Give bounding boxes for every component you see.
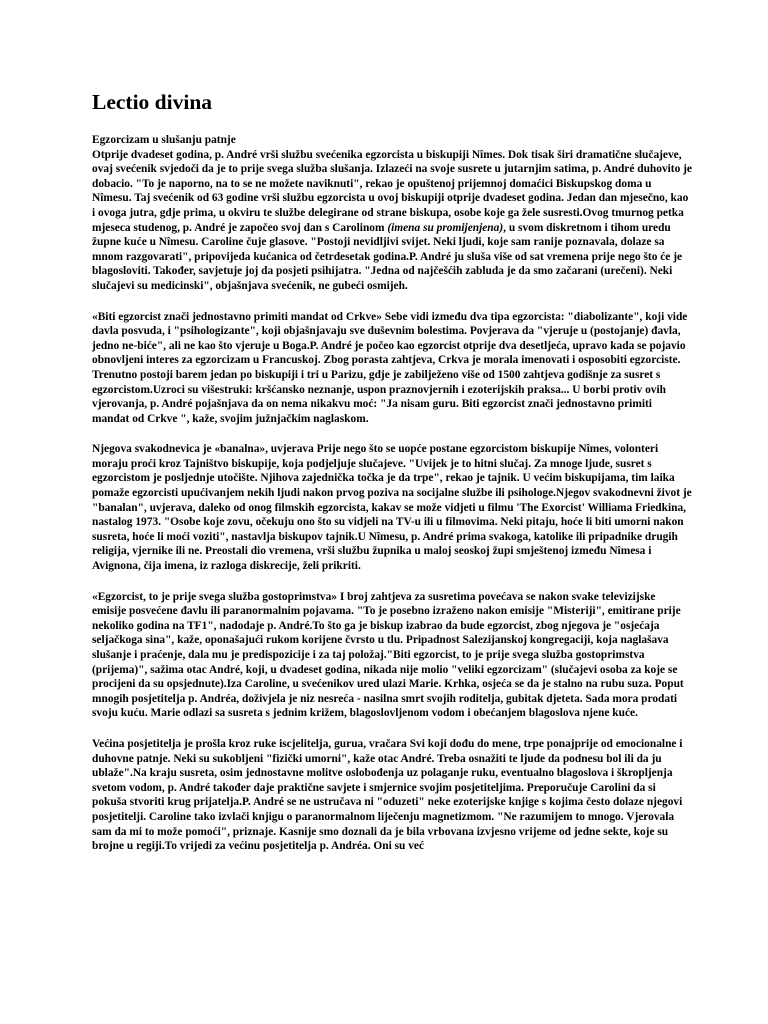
- paragraph-5: [92, 737, 692, 854]
- paragraph-4-text: «Egzorcist, to je prije svega služba gostoprimstva» I broj zahtjeva za susretima povećava se nakon svake televizijske emisije posvećene đavlu ili paranormalnim pojavama. "To je posebno izraženo nakon emisije "Misteriji", emitirane prije nekoliko godina na TF1", nadodaje p. André.To što ga je biskup izabrao da bude egzorcist, zbog njegova je "osjećaja seljačkoga sina", kaže, oponašajući rukom korijene čvrsto u tlu. Pripadnost Salezijanskoj kongregaciji, koja naglašava slušanje i praćenje, dala mu je predispozicije i za taj položaj."Biti egzorcist, to je prije svega služba gostoprimstva (prijema)", sažima otac André, koji, u dvadeset godina, nikada nije molio "veliki egzorcizam" (slučajevi osoba za koje se procijeni da su opsjednute).Iza Caroline, u svećenikov ured ulazi Marie. Krhka, osjeća se da je stalno na rubu suza. Poput mnogih posjetitelja p. Andréa, doživjela je niz nesreća - nasilna smrt svojih roditelja, gubitak djeteta. Sada mora prodati svoju kuću. Marie odlazi sa susreta s jednim križem, blagoslovljenom vodom i obećanjem blagoslova njene kuće.: [92, 590, 684, 720]
- paragraph-2-text: «Biti egzorcist znači jednostavno primiti mandat od Crkve» Sebe vidi između dva tipa egzorcista: "diabolizante", koji vide davla posvuda, i "psihologizante", koji objašnjavaju sve duševnim bolestima. Povjerava da "vjeruje u (postojanje) đavla, jedno ne-biće", ali ne kao što vjeruje u Boga.P. André je počeo kao egzorcist otprije dva desetljeća, upravo kada se pojavio obnovljeni interes za egzorcizam u Francuskoj. Zbog porasta zahtjeva, Crkva je morala imenovati i osposobiti egzorciste. Trenutno postoji barem jedan po biskupiji i tri u Parizu, gdje je zabilježeno više od 1500 zahtjeva godišnje za susret s egzorcistom.Uzroci su višestruki: kršćansko neznanje, uspon praznovjernih i ezoterijskih praksa... U borbi protiv ovih vjerovanja, p. André pojašnjava da on nema nikakvu moć: "Ja nisam guru. Biti egzorcist znači jednostavno primiti mandat od Crkve ", kaže, svojim južnjačkim naglaskom.: [92, 310, 688, 425]
- paragraph-1: [92, 148, 692, 294]
- paragraph-4: [92, 590, 692, 721]
- paragraph-1-part-3: , u svom diskretnom i tihom uredu župne kuće u Nîmesu. Caroline čuje glasove. "Postoji nevidljivi svijet. Neki ljudi, koje sam ranije poznavala, dolaze sa mnom razgovarati", pripovijeda kućanica od četrdesetak godina.P. André ju sluša više od sat vremena prije nego što će je blagosloviti. Također, savjetuje joj da posjeti psihijatra. "Jedna od najčešćih zabluda je da smo začarani (urečeni). Neki slučajevi su medicinski", objašnjava svećenik, ne gubeći osmijeh.: [92, 221, 683, 292]
- paragraph-2: [92, 310, 692, 427]
- paragraph-3-text: Njegova svakodnevica je «banalna», uvjerava Prije nego što se uopće postane egzorcistom biskupije Nîmes, volonteri moraju proći kroz Tajništvo biskupije, koja podjeljuje slučajeve. "Uvijek je to hitni slučaj. Za mnoge ljude, susret s egzorcistom je posljednje utočište. Njihova zajednička točka je da trpe", rekao je tajnik. U većim biskupijama, tim laika pomaže egzorcisti upućivanjem nekih ljudi nakon prvog poziva na socijalne službe ili psihologe.Njegov svakodnevni život je "banalan", uvjerava, daleko od onog filmskih egzorcista, kakav se može vidjeti u filmu 'The Exorcist' Williama Friedkina, nastalog 1973. "Osobe koje zovu, očekuju ono što su vidjeli na TV-u ili u filmovima. Neki pitaju, hoće li biti umorni nakon susreta, hoće li moći voziti", nastavlja biskupov tajnik.U Nîmesu, p. André prima svakoga, katolike ili pripadnike drugih religija, vjernike ili ne. Preostali dio vremena, vrši službu župnika u maloj seoskoj župi smještenoj između Nîmesa i Avignona, čija imena, iz razloga diskrecije, želi prikriti.: [92, 443, 692, 573]
- paragraph-3: [92, 442, 692, 573]
- paragraph-1-part-1: Otprije dvadeset godina, p. André vrši službu svećenika egzorcista u biskupiji Nîmes. Dok tisak širi dramatične slučajeve, ovaj svećenik svjedoči da je to prije svega služba slušanja. Izlazeći na svoje susrete u jutarnjim satima, p. André duhovito je dobacio. "To je naporno, na to se ne možete naviknuti", rekao je opuštenoj prijemnoj domaćici Biskupskog doma u Nîmesu. Taj svećenik od 63 godine vrši službu egzorcista u ovoj biskupiji otprije dvadeset godina. Jedan dan mjesečno, kao i ovoga jutra, gdje prima, u okviru te službe delegirane od strane biskupa, osobe koje ga žele susresti.Ovog tmurnog petka mjeseca studenog, p. André je započeo svoj dan s Carolinom: [92, 148, 692, 234]
- document-page: [92, 82, 692, 870]
- paragraph-5-text: Većina posjetitelja je prošla kroz ruke iscjelitelja, gurua, vračara Svi koji dođu do mene, trpe ponajprije od emocionalne i duhovne patnje. Neki su sukobljeni "fizički umorni", kaže otac André. Treba osnažiti te ljude da podnesu bol ili da ju ublaže".Na kraju susreta, osim jednostavne molitve oslobođenja uz polaganje ruku, eventualno blagoslova i škropljenja svetom vodom, p. André također daje praktične savjete i smjernice svojim posjetiteljima. Preporučuje Carolini da si pokuša stvoriti krug prijatelja.P. André se ne ustručava ni "oduzeti" neke ezoterijske knjige s kojima često dolaze njegovi posjetitelji. Caroline tako izvlači knjigu o paranormalnom liječenju magnetizmom. "Ne razumijem to mnogo. Vjerovala sam da mi to može pomoći", priznaje. Kasnije smo doznali da je bila vrbovana izvjesno vrijeme od jedne sekte, koje su brojne u regiji.To vrijedi za većinu posjetitelja p. Andréa. Oni su već: [92, 737, 683, 853]
- paragraph-1-italic-note: (imena su promijenjena): [387, 221, 504, 234]
- document-title: Lectio divina: [92, 90, 213, 114]
- section-label: Egzorcizam u slušanju patnje: [92, 134, 236, 146]
